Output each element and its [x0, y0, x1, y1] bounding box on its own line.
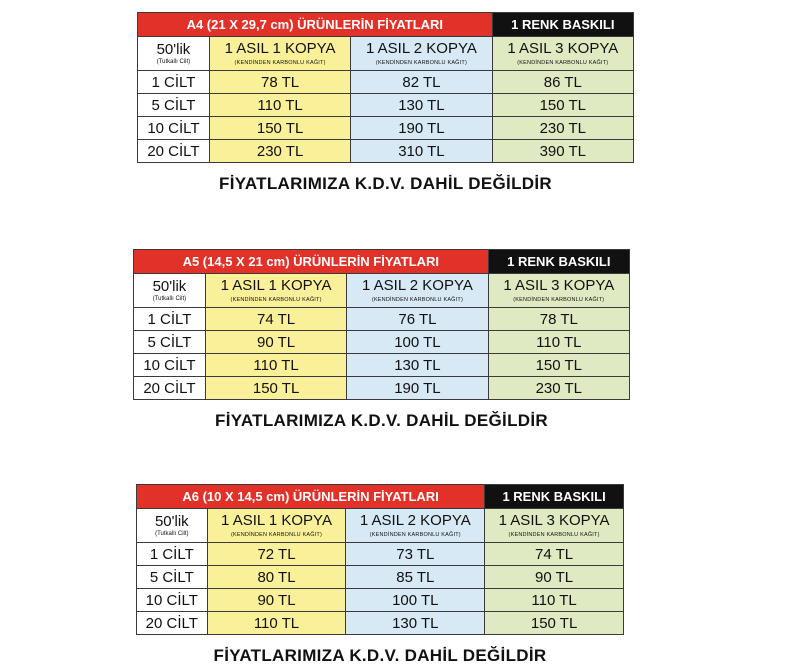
price-cell: 90 TL — [207, 589, 346, 612]
print-color-badge: 1 RENK BASKILI — [492, 13, 633, 37]
price-cell: 150 TL — [205, 377, 346, 400]
table-title: A6 (10 X 14,5 cm) ÜRÜNLERİN FİYATLARI — [137, 485, 485, 509]
row-label: 10 CİLT — [134, 354, 206, 377]
quantity-label: 50'lik — [156, 41, 191, 58]
table-row — [137, 543, 624, 566]
quantity-label: 50'lik — [154, 513, 189, 530]
column-header-1-original-1-copy — [205, 274, 346, 308]
price-cell: 74 TL — [205, 308, 346, 331]
column-header-row — [137, 509, 624, 543]
price-cell: 110 TL — [207, 612, 346, 635]
column-label: 1 ASIL 1 KOPYA — [221, 512, 332, 530]
row-label: 20 CİLT — [138, 140, 210, 163]
row-label: 1 CİLT — [137, 543, 208, 566]
row-label: 5 CİLT — [134, 331, 206, 354]
table-row — [137, 566, 624, 589]
table-row — [134, 354, 630, 377]
column-label: 1 ASIL 3 KOPYA — [498, 512, 610, 530]
price-cell: 150 TL — [492, 94, 633, 117]
paper-type-note: (KENDİNDEN KARBONLU KAĞIT) — [508, 531, 600, 538]
price-cell: 76 TL — [347, 308, 488, 331]
paper-type-note: (KENDİNDEN KARBONLU KAĞIT) — [230, 531, 323, 538]
row-label: 20 CİLT — [137, 612, 208, 635]
table-header-row — [137, 485, 624, 509]
column-label: 1 ASIL 1 KOPYA — [224, 40, 336, 58]
column-label: 1 ASIL 2 KOPYA — [365, 40, 477, 58]
price-cell: 80 TL — [207, 566, 346, 589]
price-table-a6 — [136, 484, 624, 635]
price-cell: 110 TL — [205, 354, 346, 377]
price-block-a6 — [136, 484, 624, 666]
column-header-1-original-2-copies — [346, 509, 485, 543]
column-header-1-original-1-copy — [207, 509, 346, 543]
table-row — [134, 308, 630, 331]
row-label: 10 CİLT — [138, 117, 210, 140]
table-row — [138, 71, 634, 94]
price-cell: 190 TL — [347, 377, 488, 400]
row-label: 1 CİLT — [134, 308, 206, 331]
price-cell: 310 TL — [351, 140, 492, 163]
table-row — [138, 140, 634, 163]
price-cell: 90 TL — [485, 566, 624, 589]
table-title: A4 (21 X 29,7 cm) ÜRÜNLERİN FİYATLARI — [138, 13, 493, 37]
column-header-1-original-3-copies — [492, 37, 633, 71]
price-cell: 390 TL — [492, 140, 633, 163]
price-cell: 86 TL — [492, 71, 633, 94]
row-label: 10 CİLT — [137, 589, 208, 612]
price-cell: 78 TL — [488, 308, 629, 331]
price-cell: 130 TL — [351, 94, 492, 117]
price-cell: 85 TL — [346, 566, 485, 589]
binding-type-label: (Tutkallı Cilt) — [156, 59, 191, 65]
row-label: 5 CİLT — [138, 94, 210, 117]
column-header-1-original-3-copies — [485, 509, 624, 543]
column-label: 1 ASIL 2 KOPYA — [361, 277, 473, 295]
vat-note: FİYATLARIMIZA K.D.V. DAHİL DEĞİLDİR — [215, 411, 548, 430]
column-label: 1 ASIL 1 KOPYA — [220, 277, 332, 295]
table-row — [134, 377, 630, 400]
binding-type-label: (Tutkallı Cilt) — [152, 296, 187, 302]
price-cell: 150 TL — [488, 354, 629, 377]
price-block-a4 — [137, 12, 634, 194]
price-cell: 150 TL — [485, 612, 624, 635]
price-cell: 78 TL — [209, 71, 350, 94]
price-cell: 150 TL — [209, 117, 350, 140]
row-label: 1 CİLT — [138, 71, 210, 94]
print-color-badge: 1 RENK BASKILI — [488, 250, 629, 274]
column-header-1-original-3-copies — [488, 274, 629, 308]
table-header-row — [138, 13, 634, 37]
paper-type-note: (KENDİNDEN KARBONLU KAĞIT) — [513, 296, 605, 303]
table-row — [138, 94, 634, 117]
column-header-row — [134, 274, 630, 308]
table-title: A5 (14,5 X 21 cm) ÜRÜNLERİN FİYATLARI — [134, 250, 489, 274]
price-cell: 110 TL — [488, 331, 629, 354]
quantity-header-cell — [137, 509, 208, 543]
paper-type-note: (KENDİNDEN KARBONLU KAĞIT) — [369, 531, 461, 538]
table-header-row — [134, 250, 630, 274]
row-label: 5 CİLT — [137, 566, 208, 589]
price-block-a5 — [133, 249, 630, 431]
paper-type-note: (KENDİNDEN KARBONLU KAĞIT) — [371, 296, 463, 303]
column-label: 1 ASIL 3 KOPYA — [507, 40, 619, 58]
price-table-a5 — [133, 249, 630, 400]
price-cell: 110 TL — [209, 94, 350, 117]
price-cell: 72 TL — [207, 543, 346, 566]
column-header-1-original-2-copies — [347, 274, 488, 308]
column-label: 1 ASIL 3 KOPYA — [503, 277, 615, 295]
price-cell: 73 TL — [346, 543, 485, 566]
price-cell: 230 TL — [209, 140, 350, 163]
table-row — [138, 117, 634, 140]
price-cell: 90 TL — [205, 331, 346, 354]
table-row — [137, 612, 624, 635]
price-cell: 190 TL — [351, 117, 492, 140]
quantity-header-cell — [134, 274, 206, 308]
binding-type-label: (Tutkallı Cilt) — [155, 531, 189, 537]
price-cell: 74 TL — [485, 543, 624, 566]
column-header-row — [138, 37, 634, 71]
quantity-label: 50'lik — [152, 278, 187, 295]
price-cell: 130 TL — [346, 612, 485, 635]
price-table-a4 — [137, 12, 634, 163]
price-cell: 110 TL — [485, 589, 624, 612]
column-header-1-original-1-copy — [209, 37, 350, 71]
paper-type-note: (KENDİNDEN KARBONLU KAĞIT) — [375, 59, 467, 66]
price-cell: 100 TL — [347, 331, 488, 354]
row-label: 20 CİLT — [134, 377, 206, 400]
vat-note: FİYATLARIMIZA K.D.V. DAHİL DEĞİLDİR — [219, 174, 552, 193]
vat-note: FİYATLARIMIZA K.D.V. DAHİL DEĞİLDİR — [213, 646, 547, 665]
quantity-header-cell — [138, 37, 210, 71]
column-label: 1 ASIL 2 KOPYA — [359, 512, 471, 530]
column-header-1-original-2-copies — [351, 37, 492, 71]
table-row — [134, 331, 630, 354]
price-cell: 230 TL — [492, 117, 633, 140]
price-cell: 100 TL — [346, 589, 485, 612]
table-row — [137, 589, 624, 612]
price-cell: 130 TL — [347, 354, 488, 377]
price-cell: 230 TL — [488, 377, 629, 400]
price-cell: 82 TL — [351, 71, 492, 94]
paper-type-note: (KENDİNDEN KARBONLU KAĞIT) — [234, 59, 326, 66]
paper-type-note: (KENDİNDEN KARBONLU KAĞIT) — [230, 296, 322, 303]
paper-type-note: (KENDİNDEN KARBONLU KAĞIT) — [517, 59, 609, 66]
print-color-badge: 1 RENK BASKILI — [485, 485, 624, 509]
